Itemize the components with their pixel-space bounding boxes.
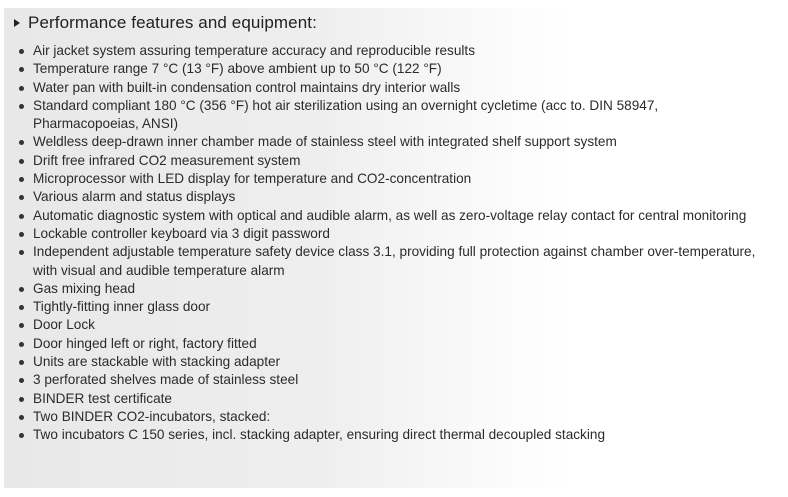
bullet-icon [19, 104, 24, 109]
list-item-text: 3 perforated shelves made of stainless steel [33, 372, 299, 388]
bullet-icon [19, 360, 24, 365]
list-item-text: Temperature range 7 °C (13 °F) above ambient up to 50 °C (122 °F) [33, 61, 442, 77]
bullet-icon [19, 397, 24, 402]
bullet-icon [19, 159, 24, 164]
list-item [16, 188, 764, 206]
bullet-icon [19, 67, 24, 72]
list-item-text: BINDER test certificate [33, 390, 172, 406]
bullet-icon [19, 177, 24, 182]
list-item [16, 60, 764, 78]
list-item-text: Microprocessor with LED display for temperature and CO2-concentration [33, 171, 472, 187]
list-item-text: Two incubators C 150 series, incl. stacking adapter, ensuring direct thermal decoupled stacking [33, 427, 605, 443]
list-item [16, 316, 764, 334]
bullet-icon [19, 433, 24, 438]
list-item [16, 207, 764, 225]
bullet-icon [19, 86, 24, 91]
section-header[interactable] [14, 12, 317, 34]
bullet-icon [19, 342, 24, 347]
bullet-icon [19, 323, 24, 328]
list-item-text: Tightly-fitting inner glass door [33, 299, 211, 315]
list-item [16, 426, 764, 444]
bullet-icon [19, 140, 24, 145]
bullet-icon [19, 415, 24, 420]
list-item-text: Standard compliant 180 °C (356 °F) hot air sterilization using an overnight cycletime (acc to. DIN 58947, Pharmacopoeias, ANSI) [33, 97, 659, 132]
bullet-icon [19, 195, 24, 200]
list-item-text: Automatic diagnostic system with optical and audible alarm, as well as zero-voltage relay contact for central monitoring [33, 207, 747, 223]
bullet-icon [19, 232, 24, 237]
list-item [16, 225, 764, 243]
list-item-text: Lockable controller keyboard via 3 digit password [33, 225, 330, 241]
list-item [16, 298, 764, 316]
list-item [16, 408, 764, 426]
list-item-text: Door Lock [33, 317, 95, 333]
list-item [16, 243, 764, 280]
list-item-text: Gas mixing head [33, 280, 136, 296]
list-item-text: Air jacket system assuring temperature accuracy and reproducible results [33, 43, 475, 58]
bullet-icon [19, 287, 24, 292]
bullet-icon [19, 378, 24, 383]
list-item [16, 353, 764, 371]
list-item-text: Drift free infrared CO2 measurement system [33, 152, 301, 168]
bullet-icon [19, 49, 24, 54]
list-item [16, 133, 764, 151]
list-item-text: Weldless deep-drawn inner chamber made of stainless steel with integrated shelf support system [33, 134, 617, 150]
list-item [16, 152, 764, 170]
list-item [16, 42, 764, 60]
list-item [16, 371, 764, 389]
list-item [16, 79, 764, 97]
list-item-text: Water pan with built-in condensation control maintains dry interior walls [33, 79, 461, 95]
list-item [16, 335, 764, 353]
list-item-text: Units are stackable with stacking adapter [33, 354, 281, 370]
list-item [16, 280, 764, 298]
list-item-text: Two BINDER CO2-incubators, stacked: [33, 408, 271, 424]
bullet-icon [19, 214, 24, 219]
features-panel [4, 8, 786, 488]
section-title: Performance features and equipment: [28, 13, 317, 32]
list-item-text: Independent adjustable temperature safety device class 3.1, providing full protection against chamber over-temperature, with visual and audible temperature alarm [33, 244, 756, 278]
list-item-text: Door hinged left or right, factory fitted [33, 335, 257, 351]
list-item [16, 170, 764, 188]
list-item-text: Various alarm and status displays [33, 189, 236, 205]
feature-list [16, 42, 764, 445]
bullet-icon [19, 250, 24, 255]
expand-arrow-icon[interactable] [14, 19, 20, 27]
list-item [16, 390, 764, 408]
bullet-icon [19, 305, 24, 310]
list-item [16, 97, 764, 134]
